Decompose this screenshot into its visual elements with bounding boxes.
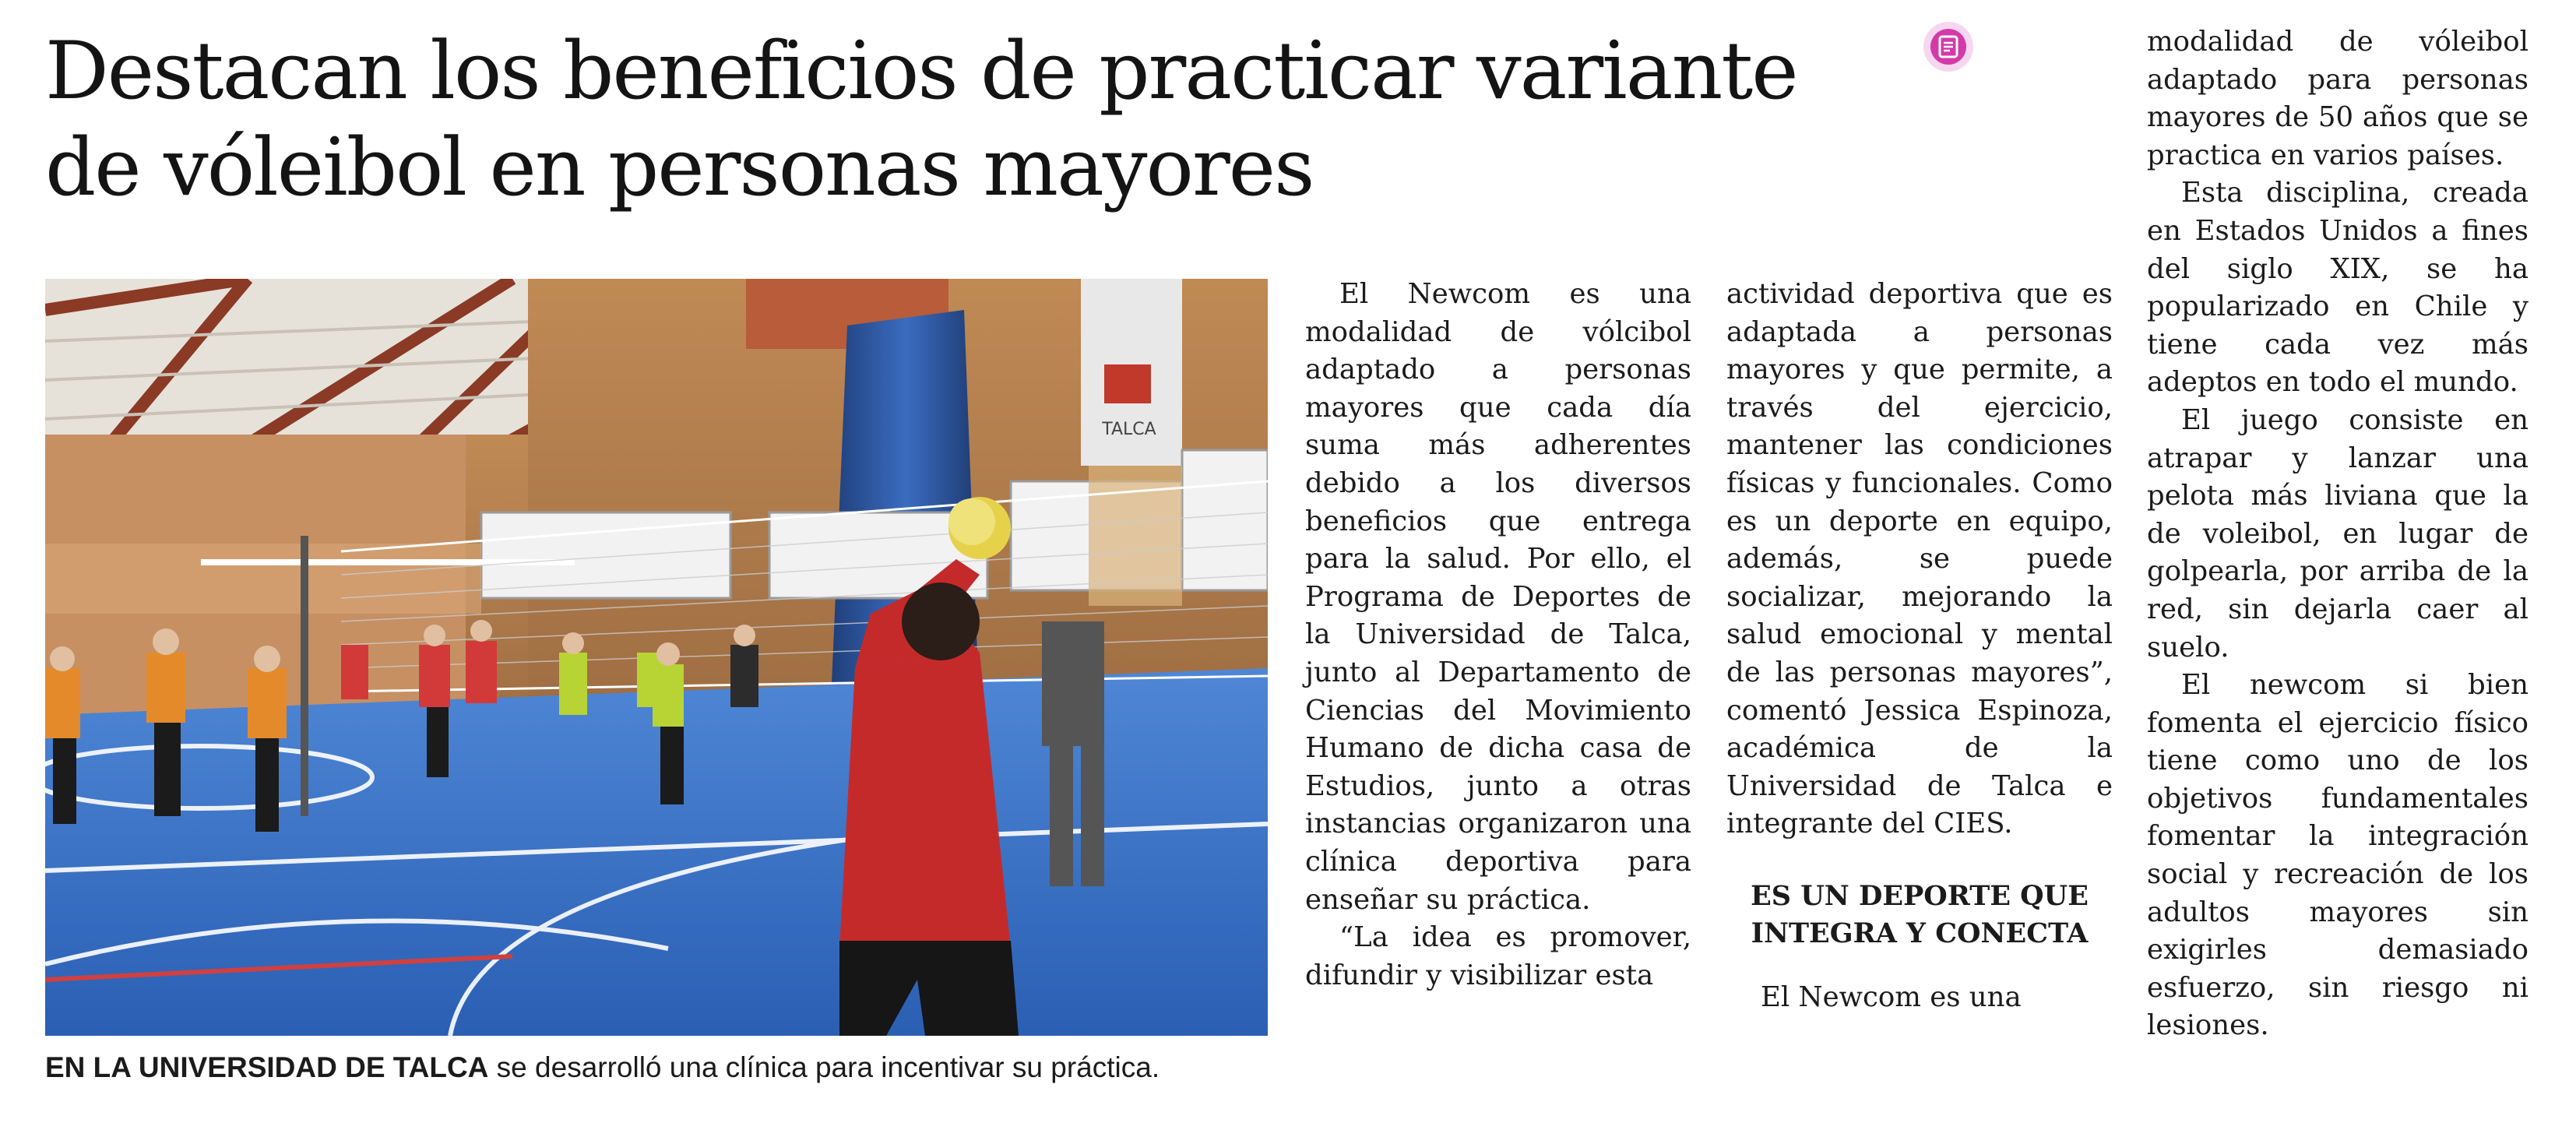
section-subhead [1726,878,2113,952]
headline-line-2: de vóleibol en personas mayores [45,121,1314,214]
col3-paragraph-4: El newcom si bien fomenta el ejercicio físico tiene como uno de los objetivos fundamentales fomentar la integración social y recreación de los adultos mayores sin exigirles demasiado esfuerzo, sin riesgo ni lesiones. [2147,669,2528,1042]
col3-paragraph-3: El juego consiste en atrapar y lanzar una pelota más liviana que la de voleibol, en lugar de golpearla, por arriba de la red, sin dejarla caer al suelo. [2147,403,2528,664]
subhead-line-2: INTEGRA Y CONECTA [1751,917,2089,949]
col3-paragraph-2: Esta disciplina, creada en Estados Unidos a fines del siglo XIX, se ha popularizado en Chile y tiene cada vez más adeptos en todo el mundo. [2147,177,2528,399]
col3-paragraph-1: modalidad de vóleibol adaptado para personas mayores de 50 años que se practica en varios países. [2147,26,2528,171]
col2-paragraph-1: actividad deportiva que es adaptada a personas mayores y que permite, a través del ejercicio, mantener las condiciones físicas y funcionales. Como es un deporte en equipo, además, se puede socializar, mejorando la salud emocional y mental de las personas mayores”, comentó Jessica Espinoza, académica de la Universidad de Talca e integrante del CIES. [1726,278,2113,840]
document-glyph-icon [1938,35,1958,58]
col1-paragraph-2: “La idea es promover, difundir y visibilizar esta [1305,921,1691,991]
note-icon[interactable] [1923,22,1973,72]
article-photo [45,279,1268,1036]
headline-line-1: Destacan los beneficios de practicar variante [45,25,1797,118]
note-icon-inner [1930,29,1966,65]
photo-caption [45,1050,1291,1086]
article-column-2 [1726,276,2113,1017]
subhead-line-1: ES UN DEPORTE QUE [1751,879,2089,912]
gym-volleyball-scene [45,279,1268,1036]
article-column-3 [2147,23,2528,1045]
headline [45,23,1899,216]
caption-lead: EN LA UNIVERSIDAD DE TALCA [45,1051,489,1083]
caption-text: se desarrolló una clínica para incentivar su práctica. [488,1051,1160,1083]
banner-text: TALCA [1102,420,1156,439]
col1-paragraph-1: El Newcom es una modalidad de vólcibol adaptado a personas mayores que cada día suma más adherentes debido a los diversos beneficios que entrega para la salud. Por ello, el Programa de Deportes de la Universidad de Talca, junto al Departamento de Ciencias del Movimiento Humano de dicha casa de Estudios, junto a otras instancias organizaron una clínica deportiva para enseñar su práctica. [1305,278,1691,916]
col2-paragraph-2: El Newcom es una [1761,980,2022,1013]
article-column-1 [1305,276,1691,994]
